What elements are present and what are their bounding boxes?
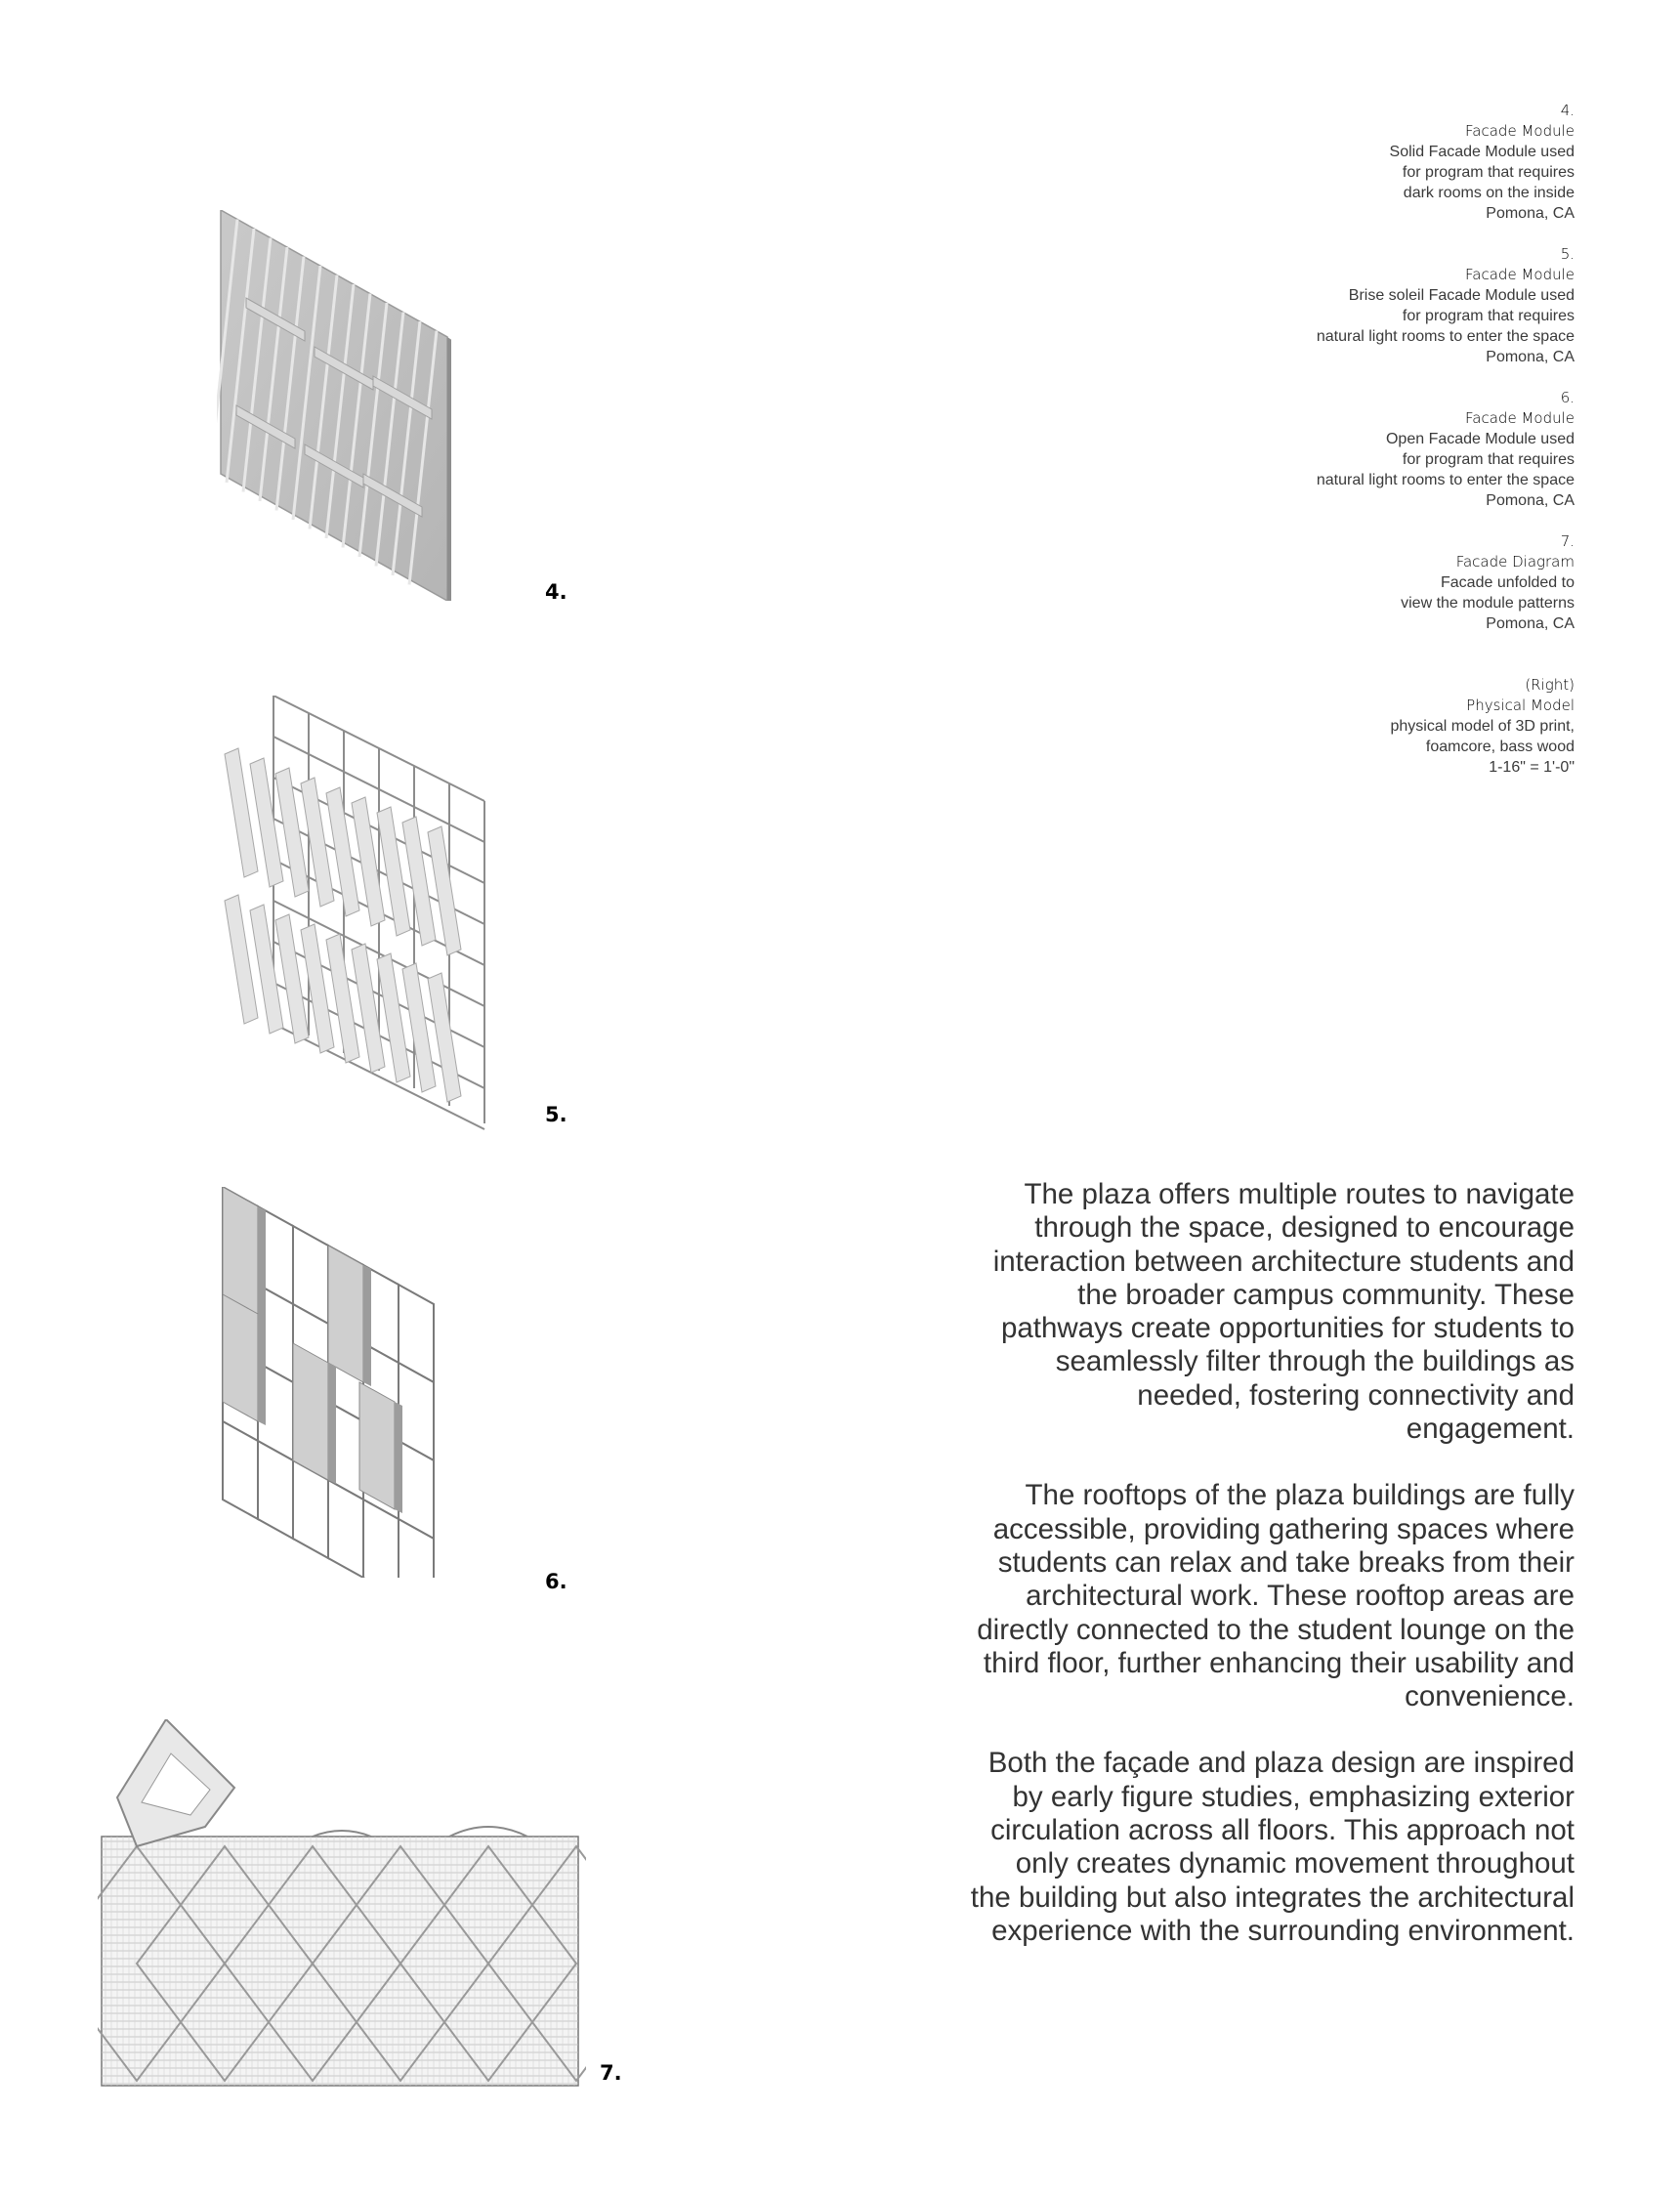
caption-title: Physical Model — [1466, 697, 1575, 714]
caption-line: dark rooms on the inside — [1403, 185, 1575, 201]
caption-figure-7 — [1028, 531, 1575, 634]
figure-6-number: 6. — [545, 1570, 567, 1593]
figure-4-number: 4. — [545, 580, 567, 604]
caption-number: 6. — [1560, 389, 1575, 406]
caption-line: foamcore, bass wood — [1425, 739, 1575, 755]
figure-7-facade-diagram — [98, 1719, 586, 2091]
brise-soleil-drawing — [205, 696, 498, 1135]
caption-title: Facade Module — [1465, 409, 1575, 427]
caption-title: Facade Module — [1465, 122, 1575, 140]
figure-5-brise-soleil-module — [205, 696, 498, 1135]
plaza-description — [969, 1178, 1575, 1981]
caption-scale: 1-16" = 1'-0" — [1489, 759, 1575, 776]
caption-figure-6 — [1028, 388, 1575, 511]
caption-line: Solid Facade Module used — [1389, 144, 1575, 160]
caption-figure-4 — [1028, 101, 1575, 224]
figure-6-open-facade-module — [213, 1187, 447, 1578]
caption-line: Open Facade Module used — [1385, 431, 1575, 447]
solid-facade-drawing — [217, 210, 451, 601]
caption-number: 7. — [1560, 532, 1575, 550]
caption-title: Facade Diagram — [1455, 553, 1575, 570]
caption-number: 5. — [1560, 245, 1575, 263]
caption-line: view the module patterns — [1401, 595, 1575, 612]
caption-location: Pomona, CA — [1486, 492, 1575, 509]
caption-line: for program that requires — [1402, 164, 1575, 181]
caption-number: 4. — [1560, 102, 1575, 119]
caption-location: Pomona, CA — [1486, 349, 1575, 365]
figure-5-number: 5. — [545, 1103, 567, 1126]
caption-title: Facade Module — [1465, 266, 1575, 283]
caption-physical-model — [1028, 675, 1575, 778]
open-facade-drawing — [213, 1187, 447, 1578]
caption-line: for program that requires — [1402, 308, 1575, 324]
figure-7-number: 7. — [600, 2061, 622, 2085]
facade-diagram-drawing — [98, 1719, 586, 2091]
paragraph-plaza-routes: The plaza offers multiple routes to navigate through the space, designed to encourage interaction between architecture students and the broader campus community. These pathways create opportunities for students to seamlessly filter through the buildings as needed, fostering connectivity and engagement. — [992, 1178, 1575, 1446]
figure-captions — [1028, 101, 1575, 798]
paragraph-facade-inspiration: Both the façade and plaza design are inspired by early figure studies, emphasizing exterior circulation across all floors. This approach not only creates dynamic movement throughout the building but also integrates the architectural experience with the surrounding environment. — [970, 1747, 1575, 1947]
caption-location: Pomona, CA — [1486, 615, 1575, 632]
caption-line: Brise soleil Facade Module used — [1348, 287, 1575, 304]
caption-number: (Right) — [1525, 676, 1575, 694]
caption-line: physical model of 3D print, — [1390, 718, 1575, 735]
caption-line: natural light rooms to enter the space — [1316, 328, 1575, 345]
caption-location: Pomona, CA — [1486, 205, 1575, 222]
caption-line: Facade unfolded to — [1441, 574, 1575, 591]
paragraph-rooftops: The rooftops of the plaza buildings are fully accessible, providing gathering spaces where students can relax and take breaks from their architectural work. These rooftop areas are directly connected to the student lounge on the third floor, further enhancing their usability and convenience. — [977, 1479, 1575, 1713]
figure-4-solid-facade-module — [217, 210, 451, 601]
caption-line: for program that requires — [1402, 451, 1575, 468]
caption-line: natural light rooms to enter the space — [1316, 472, 1575, 488]
caption-figure-5 — [1028, 244, 1575, 367]
